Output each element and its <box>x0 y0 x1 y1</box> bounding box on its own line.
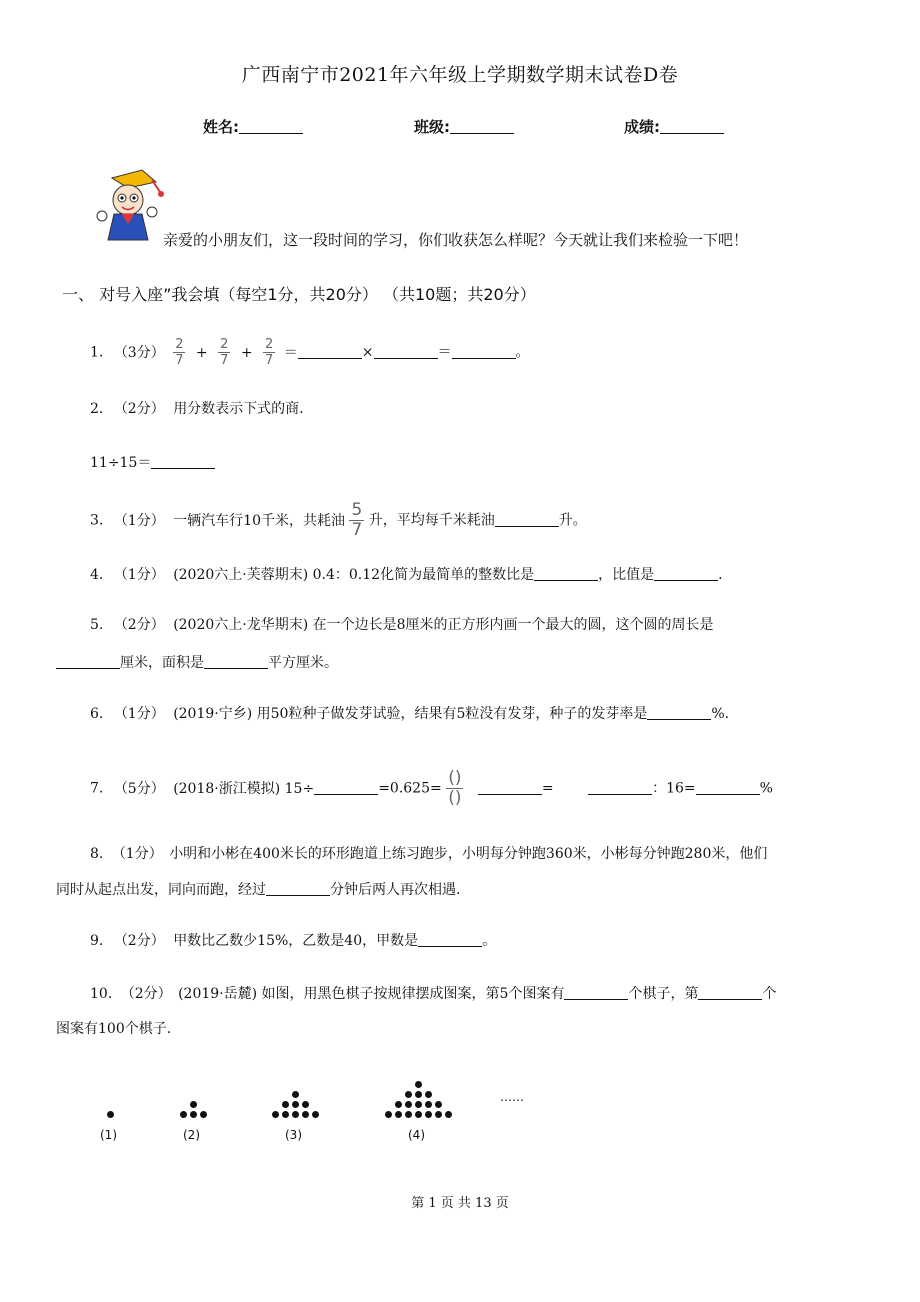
chess-piece <box>292 1101 299 1108</box>
chess-piece <box>302 1101 309 1108</box>
score-label: 成绩: <box>624 118 660 136</box>
chess-piece <box>405 1091 412 1098</box>
chess-piece <box>435 1111 442 1118</box>
answer-blank[interactable] <box>654 567 718 581</box>
answer-blank[interactable] <box>418 933 482 947</box>
chess-piece <box>435 1101 442 1108</box>
chess-piece <box>292 1091 299 1098</box>
mascot-icon <box>92 168 166 244</box>
name-blank[interactable] <box>239 119 303 134</box>
chess-piece <box>180 1111 187 1118</box>
chess-piece <box>190 1101 197 1108</box>
question-5-cont: 厘米，面积是 平方厘米。 <box>56 652 338 672</box>
question-1: 1. （3分） $\frac{2}{7}$ + $\frac{2}{7}$ + $\frac{2}{7}$ ＝ × ＝ 。 <box>90 337 530 368</box>
name-field <box>203 116 303 137</box>
chess-piece <box>282 1101 289 1108</box>
question-4: 4. （1分） (2020六上·芙蓉期末) 0.4：0.12化简为最简单的整数比是 ，比值是 . <box>90 567 723 583</box>
section-heading: 一、 对号入座”我会填（每空1分，共20分） （共10题；共20分） <box>62 285 536 304</box>
chess-piece <box>405 1111 412 1118</box>
question-5: 5. （2分） (2020六上·龙华期末) 在一个边长是8厘米的正方形内画一个最大的圆，这个圆的周长是 <box>90 617 714 633</box>
chess-pattern-figure <box>0 1070 920 1160</box>
answer-blank[interactable] <box>298 345 362 359</box>
pattern-label: (2) <box>183 1128 200 1142</box>
name-label: 姓名: <box>203 118 239 136</box>
chess-piece <box>395 1111 402 1118</box>
class-field <box>414 116 514 137</box>
fraction-2-7: $\frac{2}{7}$ <box>220 337 229 368</box>
question-6: 6. （1分） (2019·宁乡) 用50粒种子做发芽试验，结果有5粒没有发芽，种子的发芽率是 %. <box>90 706 730 722</box>
answer-blank[interactable] <box>696 781 760 795</box>
chess-piece <box>425 1111 432 1118</box>
question-7: 7. （5分） (2018·浙江模拟) 15÷ =0.625= $\frac{()}{()}$ = ：16= % <box>90 768 773 808</box>
greeting-text: 亲爱的小朋友们，这一段时间的学习，你们收获怎么样呢？今天就让我们来检验一下吧！ <box>163 231 749 249</box>
score-field <box>624 116 724 137</box>
chess-piece <box>405 1101 412 1108</box>
question-2: 2. （2分） 用分数表示下式的商. <box>90 401 304 417</box>
pattern-label: (4) <box>408 1128 425 1142</box>
chess-piece <box>282 1111 289 1118</box>
chess-piece <box>395 1101 402 1108</box>
answer-blank[interactable] <box>204 655 268 669</box>
question-10-cont: 图案有100个棋子. <box>56 1021 172 1037</box>
fraction-2-7: $\frac{2}{7}$ <box>175 337 184 368</box>
chess-piece <box>312 1111 319 1118</box>
question-10: 10. （2分） (2019·岳麓) 如图，用黑色棋子按规律摆成图案，第5个图案有 个棋子，第 个 <box>90 986 777 1002</box>
chess-piece <box>445 1111 452 1118</box>
chess-piece <box>190 1111 197 1118</box>
answer-blank[interactable] <box>56 655 120 669</box>
score-blank[interactable] <box>660 119 724 134</box>
answer-blank[interactable] <box>495 513 559 527</box>
chess-piece <box>385 1111 392 1118</box>
answer-blank[interactable] <box>151 455 215 469</box>
chess-piece <box>415 1111 422 1118</box>
fraction-5-7: $\frac{5}{7}$ <box>351 500 363 540</box>
chess-piece <box>272 1111 279 1118</box>
class-label: 班级: <box>414 118 450 136</box>
pattern-label: (3) <box>285 1128 302 1142</box>
chess-piece <box>415 1101 422 1108</box>
answer-blank[interactable] <box>698 986 762 1000</box>
answer-blank[interactable] <box>452 345 516 359</box>
answer-blank[interactable] <box>564 986 628 1000</box>
chess-piece <box>415 1081 422 1088</box>
chess-piece <box>415 1091 422 1098</box>
chess-piece <box>200 1111 207 1118</box>
chess-piece <box>425 1091 432 1098</box>
question-9: 9. （2分） 甲数比乙数少15%，乙数是40，甲数是 。 <box>90 933 497 949</box>
chess-piece <box>425 1101 432 1108</box>
page-title: 广西南宁市2021年六年级上学期数学期末试卷D卷 <box>241 64 679 86</box>
page-footer: 第 1 页 共 13 页 <box>411 1196 509 1211</box>
chess-piece <box>302 1111 309 1118</box>
answer-blank[interactable] <box>374 345 438 359</box>
fraction-2-7: $\frac{2}{7}$ <box>265 337 274 368</box>
pattern-ellipsis: …… <box>500 1090 524 1104</box>
answer-blank[interactable] <box>478 781 542 795</box>
answer-blank[interactable] <box>534 567 598 581</box>
question-2-expr: 11÷15＝ <box>90 452 215 472</box>
answer-blank[interactable] <box>266 882 330 896</box>
answer-blank[interactable] <box>588 781 652 795</box>
question-8-cont: 同时从起点出发，同向而跑，经过 分钟后两人再次相遇. <box>56 882 461 898</box>
fraction-blank[interactable]: $\frac{()}{()}$ <box>448 768 462 808</box>
answer-blank[interactable] <box>647 706 711 720</box>
question-8: 8. （1分） 小明和小彬在400米长的环形跑道上练习跑步，小明每分钟跑360米，小彬每分钟跑280米，他们 <box>90 846 768 862</box>
question-3: 3. （1分） 一辆汽车行10千米，共耗油 $\frac{5}{7}$ 升，平均每千米耗油 升。 <box>90 500 587 540</box>
pattern-label: (1) <box>100 1128 117 1142</box>
chess-piece <box>107 1111 114 1118</box>
chess-piece <box>292 1111 299 1118</box>
answer-blank[interactable] <box>314 781 378 795</box>
class-blank[interactable] <box>450 119 514 134</box>
